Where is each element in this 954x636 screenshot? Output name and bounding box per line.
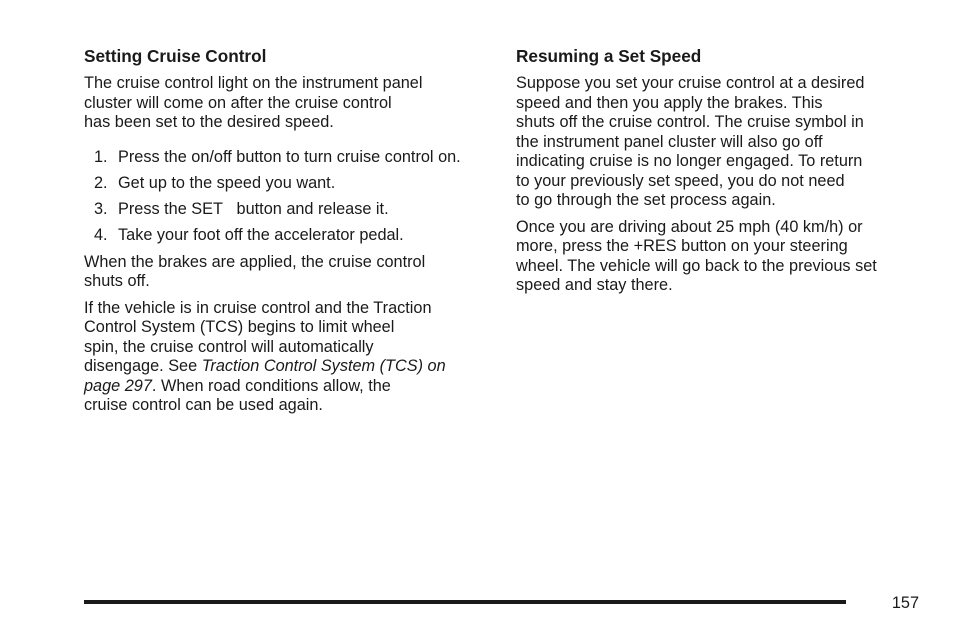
footer-rule — [84, 600, 846, 604]
cross-reference-link[interactable]: Traction Control System (TCS) on — [201, 357, 446, 376]
text-line: to go through the set process again. — [516, 191, 776, 209]
text-line: speed and then you apply the brakes. This — [516, 93, 823, 112]
text-line: to your previously set speed, you do not need — [516, 171, 845, 190]
page-number: 157 — [891, 594, 919, 612]
text-line: Control System (TCS) begins to limit wheel — [84, 318, 395, 337]
brakes-paragraph — [84, 253, 489, 292]
text-line: Once you are driving about 25 mph (40 km/h) or — [516, 217, 863, 236]
right-column — [516, 46, 921, 303]
text-line — [84, 357, 489, 377]
list-item — [84, 174, 489, 194]
text-line: indicating cruise is no longer engaged. To return — [516, 152, 863, 170]
resume-paragraph-1 — [516, 74, 921, 211]
text-line: speed and stay there. — [516, 276, 673, 294]
text-line: shuts off. — [84, 272, 150, 291]
list-item — [84, 148, 489, 168]
tcs-paragraph — [84, 299, 489, 416]
text-line: If the vehicle is in cruise control and the Traction — [84, 298, 432, 317]
text-fragment: disengage. See — [84, 357, 202, 376]
section-heading-setting-cruise-control: Setting Cruise Control — [84, 46, 267, 66]
text-line: the instrument panel cluster will also go off — [516, 132, 823, 151]
step-number: 1. — [94, 147, 108, 166]
step-text: Press the on/off button to turn cruise control on. — [118, 147, 461, 166]
text-line: spin, the cruise control will automatically — [84, 337, 374, 356]
text-line: more, press the +RES button on your steering — [516, 237, 848, 255]
text-line: wheel. The vehicle will go back to the previous set — [516, 256, 877, 275]
left-column — [84, 46, 489, 423]
step-text: Take your foot off the accelerator pedal. — [118, 226, 404, 245]
text-line — [84, 377, 489, 397]
text-line: shuts off the cruise control. The cruise symbol in — [516, 113, 864, 131]
intro-paragraph — [84, 74, 489, 133]
step-number: 4. — [94, 226, 108, 245]
text-line: The cruise control light on the instrument panel — [84, 74, 423, 92]
text-line: Suppose you set your cruise control at a desired — [516, 74, 865, 92]
step-number: 3. — [94, 200, 108, 219]
resume-paragraph-2 — [516, 218, 921, 296]
text-line: has been set to the desired speed. — [84, 113, 334, 131]
section-heading-resuming-set-speed: Resuming a Set Speed — [516, 46, 702, 66]
step-text: Press the SET button and release it. — [118, 200, 389, 219]
step-text: Get up to the speed you want. — [118, 173, 336, 192]
text-line: cruise control can be used again. — [84, 396, 323, 415]
list-item — [84, 200, 489, 220]
step-number: 2. — [94, 173, 108, 192]
list-item — [84, 226, 489, 246]
cross-reference-page[interactable]: page 297 — [84, 376, 152, 395]
steps-list — [84, 148, 489, 246]
text-line: When the brakes are applied, the cruise control — [84, 252, 426, 271]
text-fragment: . When road conditions allow, the — [151, 376, 391, 395]
text-line: cluster will come on after the cruise control — [84, 93, 392, 112]
